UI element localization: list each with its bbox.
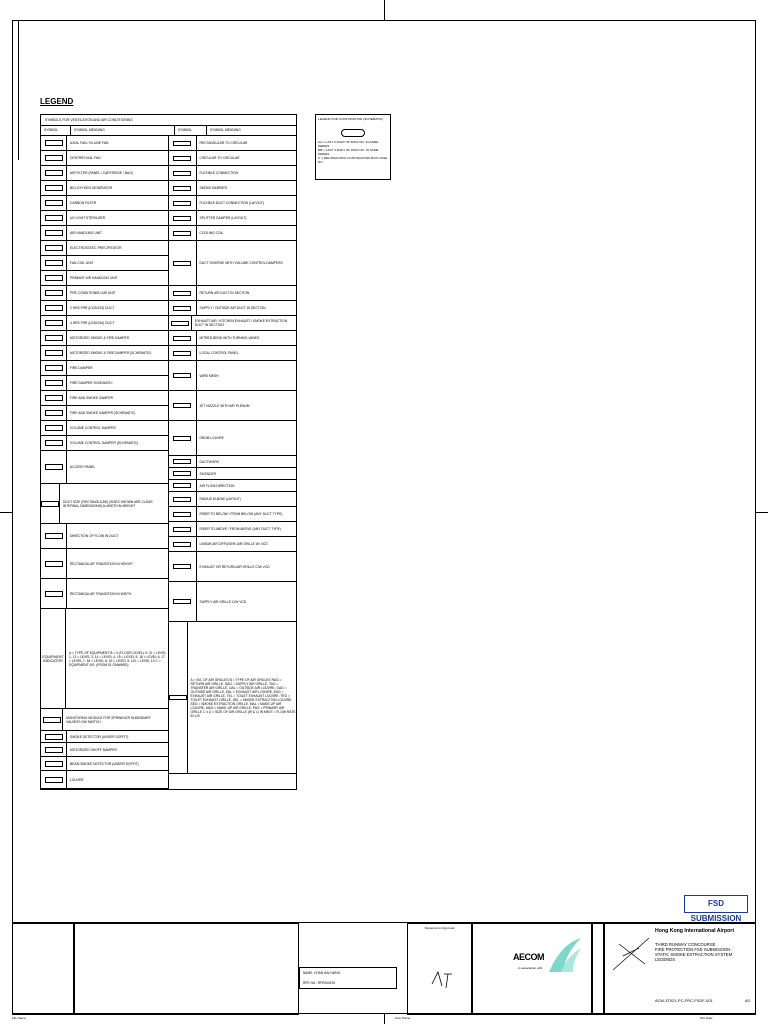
legend-row-left (41, 451, 168, 484)
legend-symbol-icon (169, 582, 197, 621)
legend-symbol-icon (169, 456, 197, 467)
legend-row-left (41, 361, 168, 376)
legend-row-left (41, 331, 168, 346)
legend-row-left (41, 196, 168, 211)
legend-meaning: MOTORIZED SMOKE & FIRE DAMPER (SCHEMATIC) (70, 351, 152, 355)
legend-symbol-icon (41, 136, 67, 150)
legend-meaning: ACCESS PANEL (70, 465, 96, 469)
legend-symbol-icon (169, 421, 197, 455)
legend-symbol-line (173, 512, 191, 517)
legend-meaning: MOTORIZED SHOFF DAMPER (70, 747, 117, 752)
consultant-name: AECOM (513, 952, 544, 962)
legend-row-right (169, 301, 297, 316)
frame-tick-bottom (384, 1014, 385, 1024)
legend-symbol-line (173, 336, 191, 341)
legend-symbol-line (173, 497, 191, 502)
legend-row-left (41, 136, 168, 151)
project-line-4: LEGENDS (655, 957, 676, 962)
legend-meaning: MONITORING MODULE FOR SPRINKLER SUBSIDIARY VALVE/FLOW SWITCH (66, 715, 151, 724)
legend-symbol-icon (169, 552, 197, 581)
legend-row-left (41, 579, 168, 609)
aecom-logo (513, 952, 544, 962)
legend-meaning: RECTANGULAR TRANSITION IN HEIGHT (70, 561, 134, 566)
legend-meaning: A = NO. OF AIR GRILLES B = TYPE OF AIR GRILLES RAG = RETURN AIR GRILLE, SAG = SUPPLY AIR GRILLE, TAG = TRANSFER AIR GRILLE, OAL = OUTSIDE AIR LOUVRE, OAG = OUTSIDE AIR GRILLE, EAL = EXHAUST AIR LOUVRE, EAG = EXHAUST AIR GRILLE, TEL = TOILET EXHAUST LOUVRE, TEG = TOILET EXHAUST GRILLE, SEL = SMOKE EXTRACTION LOUVRE, SEG = SMOKE EXTRACTION GRILLE, MAL = MAKE-UP AIR LOUVRE, MAG = MAKE-UP AIR GRILLE, PAG = PRIMARY AIR GRILLE C x D = SIZE OF AIR GRILLE (W & L) IN MM E = FLOW RATE IN L/S (190, 677, 296, 718)
legend-symbol-box (45, 777, 63, 783)
legend-meaning: AXIAL FAN / IN-LINE FAN (70, 141, 109, 145)
legend-row-left (41, 406, 168, 421)
runway-map-icon (609, 934, 653, 974)
legend-symbol-icon (41, 579, 67, 608)
legend-meaning: 2 HRS FRR (I/120/120) DUCT (70, 306, 115, 310)
association-text: in association with (518, 966, 543, 970)
legend-meaning: EXHAUST AIR / KITCHEN EXHAUST / SMOKE EXTRACTION DUCT IN SECTION (194, 319, 288, 327)
legend-symbol-box (45, 245, 63, 251)
legend-symbol-icon (169, 331, 197, 345)
legend-symbol-box (45, 425, 63, 431)
legend-meaning: DIRECTION OF FLOW IN DUCT (70, 534, 119, 538)
legend-meaning: DUCTWORK (199, 459, 219, 464)
legend-symbol-line (173, 231, 191, 236)
legend-symbol-icon (41, 211, 67, 225)
legend-symbol-icon (41, 256, 67, 270)
frame-tick-left (0, 512, 12, 513)
legend-row-left (41, 743, 168, 757)
project-line-1: THIRD RUNWAY CONCOURSE (655, 942, 716, 947)
legend-row-right (169, 316, 297, 331)
legend-meaning: SPLITTER DAMPER (LAYOUT) (199, 216, 247, 220)
legend-symbol-icon (169, 468, 197, 479)
legend-symbol-icon (41, 771, 67, 788)
legend-symbol-icon (41, 391, 67, 405)
legend-symbol-box (45, 185, 63, 191)
legend-symbol-icon (41, 451, 67, 483)
legend-meaning: 4 HRS FRR (I/240/240) DUCT (70, 321, 115, 325)
legend-symbol-icon (41, 196, 67, 210)
legend-row-right (169, 391, 297, 421)
legend-row-right (169, 421, 297, 456)
legend-row-left (41, 286, 168, 301)
legend-row-left (41, 316, 168, 331)
title-block (12, 922, 756, 1015)
legend-symbol-box (45, 747, 63, 753)
notes-cell (12, 923, 74, 1015)
legend-symbol-icon (41, 241, 67, 255)
legend-symbol-line (173, 261, 191, 266)
legend-row-left (41, 376, 168, 391)
legend-symbol-box (45, 533, 63, 539)
legend-symbol-box (45, 290, 63, 296)
project-line-3: STATIC SMOKE EXTRACTION SYSTEM (655, 952, 733, 957)
legend-meaning: MITRED BEND WITH TURNING VANES (199, 336, 260, 340)
legend-symbol-icon (169, 196, 197, 210)
col-meaning-right: SYMBOL MEANING (210, 128, 241, 132)
legend-symbol-box (45, 260, 63, 266)
legend-symbol-line (173, 291, 191, 296)
legend-symbol-icon (41, 361, 67, 375)
legend-meaning: EXHAUST OR RETURN AIR GRILLE C/W VCD (199, 564, 270, 569)
legend-symbol-icon (169, 522, 197, 536)
legend-row-right (169, 582, 297, 622)
legend-symbol-line (173, 542, 191, 547)
continuation-line-3: C = RELATED DWG CONTINUATION BOX CASE NO. (318, 156, 388, 164)
legend-row-right (169, 226, 297, 241)
legend-symbol-box (45, 350, 63, 356)
legend-column-headers (41, 126, 296, 136)
legend-symbol-icon (41, 743, 67, 756)
legend-symbol-box (45, 761, 63, 767)
legend-meaning: SUPPLY / OUTSIDE AIR DUCT IN SECTION (199, 306, 266, 310)
legend-title: LEGEND (40, 97, 74, 106)
legend-symbol-icon (41, 376, 67, 390)
legend-row-left (41, 709, 168, 731)
legend-row-left (41, 346, 168, 361)
legend-symbol-icon (169, 391, 197, 420)
legend-table-body (41, 136, 296, 789)
legend-row-right (169, 181, 297, 196)
legend-symbol-icon (41, 484, 60, 523)
legend-symbol-line (173, 186, 191, 191)
legend-symbol-line (173, 306, 191, 311)
legend-symbol-icon (169, 622, 188, 773)
legend-symbol-icon (169, 361, 197, 390)
legend-row-right (169, 456, 297, 468)
legend-row-left (41, 226, 168, 241)
legend-symbol-icon (41, 181, 67, 195)
legend-symbol-box (41, 501, 59, 507)
legend-symbol-line (173, 459, 191, 464)
rpe-name-cell (299, 967, 397, 989)
legend-symbol-icon (169, 507, 197, 521)
legend-symbol-line (173, 471, 191, 476)
col-symbol-left: SYMBOL (41, 126, 71, 135)
legend-symbol-icon (41, 151, 67, 165)
legend-meaning: DUCT DIVERGE WITH VOLUME CONTROL DAMPERS (199, 261, 283, 265)
legend-meaning: SILENCER (199, 471, 216, 476)
legend-meaning: FIRE DAMPER (70, 366, 93, 370)
legend-meaning: BIO-OXYGEN GENERATOR (70, 186, 113, 190)
legend-meaning: RISER TO BELOW / FROM BELOW (ANY DUCT TYPE) (199, 512, 283, 516)
legend-meaning: FLEXIBLE DUCT CONNECTION (LAYOUT) (199, 201, 265, 205)
legend-symbol-icon (41, 709, 63, 730)
rpe-name-value: CHAN HAU WING (314, 971, 341, 975)
footer-user-name: User Name: (395, 1016, 412, 1020)
legend-meaning: MOTORIZED SMOKE & FIRE DAMPER (70, 336, 130, 340)
legend-row-left (41, 757, 168, 771)
legend-row-right (169, 241, 297, 286)
legend-row-right (169, 211, 297, 226)
legend-meaning: AIR FILTER (PANEL / CARTRIDGE / BAG) (70, 171, 133, 175)
legend-symbol-box (45, 380, 63, 386)
footer-plot-date: Plot Date: (700, 1016, 714, 1020)
col-symbol-right: SYMBOL (175, 126, 207, 135)
sheet-margin-strip (12, 20, 19, 160)
legend-meaning: SUPPLY AIR GRILLE C/W VCD (199, 599, 247, 604)
legend-symbol-line (173, 171, 191, 176)
legend-symbol-box (45, 170, 63, 176)
legend-row-right (169, 492, 297, 507)
legend-meaning: AIR HANDLING UNIT (70, 231, 103, 235)
legend-symbol-line (173, 599, 191, 604)
legend-symbol-box (45, 320, 63, 326)
legend-row-right (169, 507, 297, 522)
legend-meaning: AIR FLOW DIRECTION (199, 483, 235, 488)
legend-symbol-line (173, 483, 191, 488)
legend-row-right (169, 480, 297, 492)
legend-table (40, 114, 297, 790)
legend-symbol-box (45, 410, 63, 416)
legend-row-right (169, 622, 297, 774)
rpe-no-label: RPE NO.: (303, 981, 317, 985)
legend-meaning: RETURN AIR DUCT IN SECTION (199, 291, 250, 295)
legend-meaning: CENTRIFUGAL FAN (70, 156, 101, 160)
legend-row-left (41, 421, 168, 436)
legend-symbol-box (45, 140, 63, 146)
legend-meaning: FIRE AND SMOKE DAMPER (70, 396, 114, 400)
legend-meaning: VOLUME CONTROL DAMPER (70, 426, 116, 430)
legend-symbol-line (173, 564, 191, 569)
legend-symbol-box (45, 734, 63, 740)
legend-meaning: SMOKE DETECTOR (UNDER SOFFIT) (70, 734, 129, 739)
legend-row-right (169, 196, 297, 211)
frame-tick-right (756, 512, 768, 513)
legend-symbol-box (45, 365, 63, 371)
legend-row-right (169, 552, 297, 582)
legend-row-left (41, 609, 168, 709)
legend-meaning: UV LIGHT STERILIZER (70, 216, 106, 220)
legend-meaning: SMOKE BARRIER (199, 186, 227, 190)
legend-meaning: WIRE MESH (199, 373, 219, 378)
legend-symbol-icon (41, 436, 67, 450)
legend-meaning: RISER TO ABOVE / FROM ABOVE (ANY DUCT TYPE) (199, 527, 281, 531)
legend-meaning: FIRE DAMPER SCHEMATIC (70, 381, 113, 385)
legend-meaning: FAN COIL UNIT (70, 261, 94, 265)
legend-meaning: PRE CONDITIONED AIR UNIT (70, 291, 116, 295)
legend-symbol-line (173, 351, 191, 356)
legend-symbol-icon (169, 346, 197, 360)
legend-symbol-icon (41, 166, 67, 180)
legend-meaning: RECTANGULAR TRANSITION IN WIDTH (70, 591, 132, 596)
legend-symbol-box: EQUIPMENT INDICATOR (42, 654, 64, 663)
legend-symbol-box (45, 230, 63, 236)
legend-symbol-box (45, 591, 63, 597)
legend-row-right (169, 537, 297, 552)
legend-meaning: CIRCULAR TO CIRCULAR (199, 156, 240, 160)
legend-symbol-line (173, 403, 191, 408)
legend-row-right (169, 151, 297, 166)
legend-symbol-icon (169, 166, 197, 180)
legend-symbol-icon (169, 316, 192, 330)
legend-row-left (41, 771, 168, 789)
legend-row-left (41, 549, 168, 579)
drawing-number: ACM-3T021-PC-FRC-FSDF-001 (655, 998, 713, 1003)
legend-symbol-icon (169, 480, 197, 491)
continuation-title: LEGEND FOR CONTINUATION (SCHEMATIC) (318, 117, 384, 121)
legend-meaning: PRIMARY AIR HANDLING UNIT (70, 276, 118, 280)
legend-row-right (169, 166, 297, 181)
legend-symbol-icon (41, 226, 67, 240)
rpe-name-label: NAME: (303, 971, 314, 975)
legend-meaning: LINEAR AIR DIFFUSER/ AIR GRILLE W/ VCD (199, 542, 268, 546)
legend-meaning: A = TYPE OF EQUIPMENT B = X (FLOOR LEVEL) X: 11 = LEVEL 1, 13 = LEVEL 3, 14 = LEVEL 4, 15 = LEVEL 5, 16 = LEVEL 6, 17 = LEVEL 7, 18 = LEVEL 8, 19 = LEVEL 9, 110 = LEVEL 10 C = EQUIPMENT NO. (FROM 01 ONWARD) (69, 650, 167, 667)
legend-meaning: VOLUME CONTROL DAMPER (SCHEMATIC) (70, 441, 139, 445)
legend-row-left (41, 151, 168, 166)
legend-symbol-line (173, 436, 191, 441)
project-title-block (655, 942, 732, 962)
legend-table-header: SYMBOLS FOR VENTILATION AND AIR CONDITIONING (41, 115, 296, 126)
legend-symbol-box (45, 395, 63, 401)
legend-row-left (41, 436, 168, 451)
legend-symbol-box (45, 561, 63, 567)
client-cell (604, 923, 756, 1015)
legend-symbol-icon (169, 241, 197, 285)
legend-symbol-icon (169, 286, 197, 300)
legend-symbol-line (173, 527, 191, 532)
signature-label: Signature for Approval (424, 926, 455, 930)
rpe-no-value: RPE000476 (317, 981, 336, 985)
col-meaning-left: SYMBOL MEANING (71, 126, 175, 135)
legend-symbol-box (45, 305, 63, 311)
legend-meaning: LOCAL CONTROL PANEL (199, 351, 239, 355)
legend-symbol-icon (41, 331, 67, 345)
legend-meaning: BEAM SMOKE DETECTOR (UNDER SOFFIT) (70, 761, 139, 766)
legend-row-right (169, 331, 297, 346)
legend-symbol-box (45, 275, 63, 281)
legend-meaning: LOUVER (70, 777, 84, 782)
legend-meaning: DRUM LOUVRE (199, 436, 224, 440)
footer-file-name: File Name: (12, 1016, 27, 1020)
client-name: Hong Kong International Airport (655, 928, 735, 934)
legend-meaning: FIRE AND SMOKE DAMPER (SCHEMATIC) (70, 411, 136, 415)
legend-symbol-icon (41, 549, 67, 578)
legend-row-left (41, 166, 168, 181)
legend-symbol-box (45, 200, 63, 206)
legend-symbol-line (171, 321, 189, 326)
legend-row-left (41, 731, 168, 743)
legend-row-right (169, 136, 297, 151)
legend-row-left (41, 241, 168, 256)
continuation-legend (315, 114, 391, 180)
legend-symbol-icon (41, 271, 67, 285)
legend-row-left (41, 271, 168, 286)
legend-row-left (41, 301, 168, 316)
project-line-2: FIRE PROTECTION FSD SUBMISSION (655, 947, 731, 952)
frame-tick-top (384, 0, 385, 20)
legend-symbol-line (173, 201, 191, 206)
legend-symbol-icon (41, 316, 67, 330)
legend-symbol-box (45, 464, 63, 470)
legend-symbol-icon (41, 406, 67, 420)
legend-symbol-icon (41, 346, 67, 360)
legend-symbol-line (173, 216, 191, 221)
legend-row-left (41, 484, 168, 524)
consultant-cell (472, 923, 592, 1015)
legend-symbol-box (45, 215, 63, 221)
legend-left-column (41, 136, 169, 789)
legend-symbol-icon (41, 524, 67, 548)
continuation-symbol (341, 129, 365, 137)
legend-symbol-line (173, 373, 191, 378)
legend-row-left (41, 256, 168, 271)
fsd-submission-stamp: FSD SUBMISSION (684, 895, 748, 913)
legend-symbol-icon (169, 151, 197, 165)
signature-cell (407, 923, 472, 1015)
legend-meaning: JET NOZZLE WITH AIR PLENUM (199, 403, 250, 408)
continuation-line-1: AA = LAST 3 DIGIT OF DWG NO. IN SAME SERIES (318, 140, 379, 148)
legend-row-left (41, 181, 168, 196)
legend-symbol-icon (169, 136, 197, 150)
legend-right-column (169, 136, 297, 789)
legend-symbol-icon (41, 286, 67, 300)
legend-symbol-line (169, 695, 187, 700)
legend-symbol-line (173, 156, 191, 161)
legend-meaning: RADIUS ELBOW (LAYOUT) (199, 497, 241, 501)
legend-symbol-icon (169, 211, 197, 225)
legend-symbol-box (43, 717, 61, 723)
legend-row-right (169, 522, 297, 537)
legend-row-left (41, 391, 168, 406)
legend-row-right (169, 286, 297, 301)
legend-symbol-icon (41, 421, 67, 435)
legend-symbol-box (45, 155, 63, 161)
legend-symbol-icon (169, 301, 197, 315)
legend-symbol-icon (41, 757, 67, 770)
legend-row-left (41, 211, 168, 226)
legend-row-right (169, 468, 297, 480)
legend-row-left (41, 524, 168, 549)
revision-block-right (592, 923, 604, 1015)
legend-symbol-box (45, 440, 63, 446)
legend-symbol-icon (169, 181, 197, 195)
legend-meaning: ELECTROSTATIC PRECIPITATOR (70, 246, 122, 250)
revision-table (74, 923, 299, 1015)
legend-symbol-icon (41, 731, 67, 742)
legend-symbol-icon (41, 609, 66, 708)
revision-number: A0 (745, 998, 750, 1003)
legend-symbol-icon (169, 537, 197, 551)
legend-meaning: COOLING COIL (199, 231, 224, 235)
legend-meaning: RECTANGULAR TO CIRCULAR (199, 141, 248, 145)
legend-meaning: DUCT SIZE (RECTANGULAR) (SIZES SHOWN ARE CLEAR INTERNAL DIMENSIONS) A=WIDTH B=HEIGHT (63, 499, 153, 508)
legend-symbol-line (173, 141, 191, 146)
legend-symbol-icon (169, 492, 197, 506)
legend-row-right (169, 361, 297, 391)
legend-meaning: FLEXIBLE CONNECTION (199, 171, 238, 175)
legend-symbol-box (45, 335, 63, 341)
legend-row-right (169, 346, 297, 361)
continuation-line-2: BB = LAST 3 DIGIT OF DWG NO. IN SAME SERIES (318, 148, 379, 156)
legend-symbol-icon (41, 301, 67, 315)
airport-authority-logo (547, 934, 583, 974)
legend-meaning: CARBON FILTER (70, 201, 97, 205)
legend-symbol-icon (169, 226, 197, 240)
